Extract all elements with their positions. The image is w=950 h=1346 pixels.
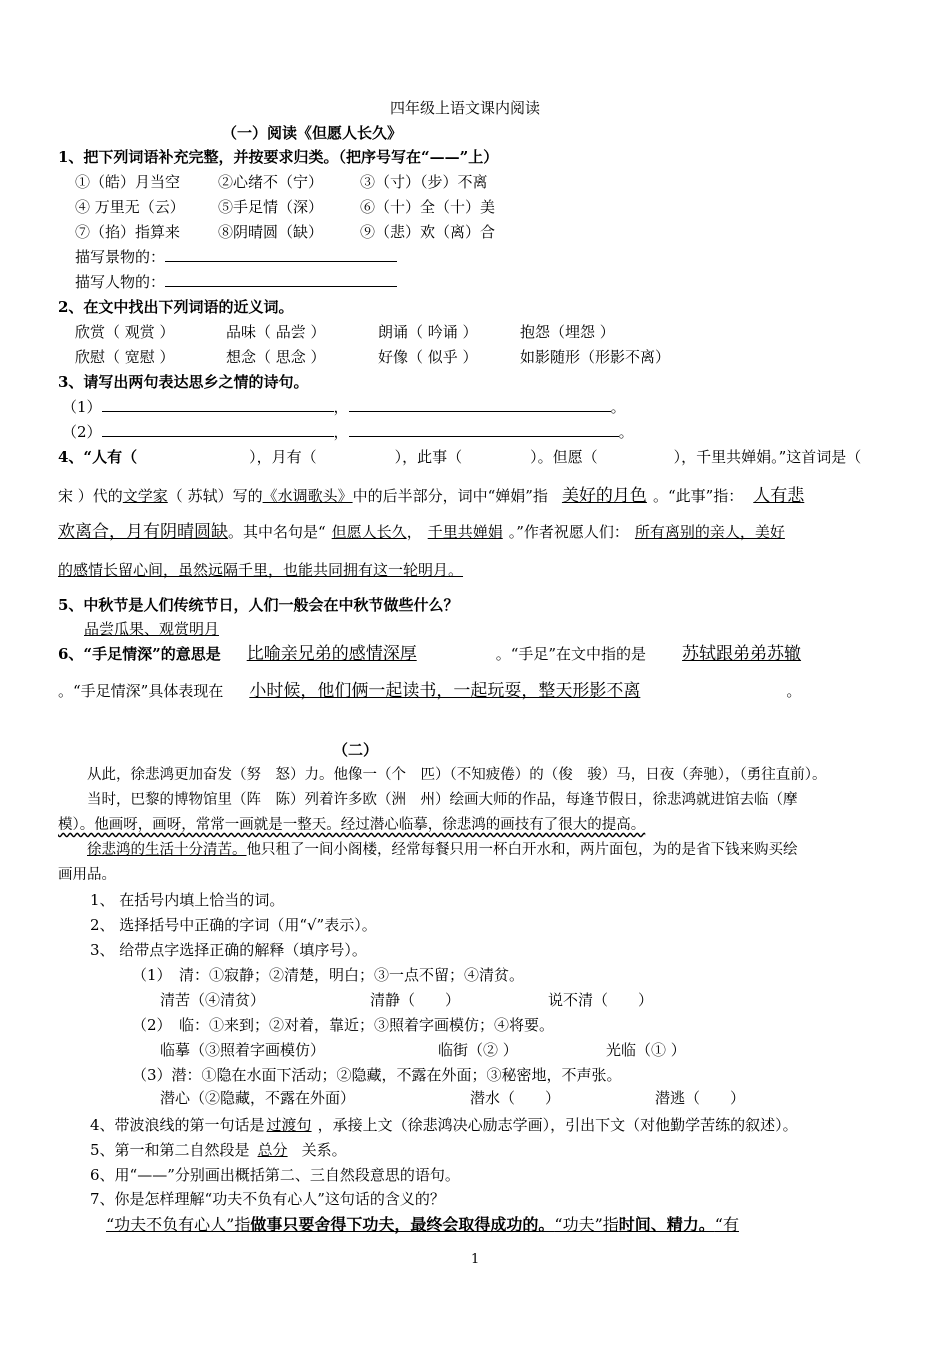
s1-q2-r2c2: 想念（ 思念 ） (226, 348, 326, 366)
s2-q3-1c: 说不清（ ） (548, 991, 654, 1009)
s1-q1-row3-c1: ⑦（掐）指算来 (75, 223, 181, 241)
s1-q1-row2-c2: ⑤手足情（深） (218, 198, 324, 216)
s2-q3: 3、 给带点字选择正确的解释（填序号）。 (90, 941, 367, 959)
s1-q3-line1: （1） ， 。 (62, 398, 626, 416)
s2-q3-1: （1） 清：①寂静；②清楚，明白；③一点不留；④清贫。 (132, 966, 525, 984)
s1-q6-line2: 。“手足情深”具体表现在 小时候，他们俩一起读书，一起玩耍，整天形影不离 。 (58, 681, 802, 701)
section-1-heading: （一）阅读《但愿人长久》 (222, 124, 403, 142)
s2-q3-2: （2） 临：①来到；②对着，靠近；③照着字画模仿；④将要。 (132, 1016, 555, 1034)
s1-q4-line1: 4、“人有（ ），月有（ ），此事（ ）。但愿（ ），千里共婵娟。”这首词是（ (58, 448, 862, 466)
s1-q1-row2-c3: ⑥（十）全（十）美 (360, 198, 496, 216)
s2-q4: 4、带波浪线的第一句话是 过渡句 ，承接上文（徐悲鸿决心励志学画），引出下文（对他勤学苦练的叙述）。 (90, 1116, 798, 1134)
poem-1b-blank[interactable] (349, 397, 611, 412)
s2-q7-answer: “功夫不负有心人”指做事只要舍得下功夫，最终会取得成功的。“功夫”指时间、精力。“有 (106, 1215, 739, 1234)
s2-para1: 从此，徐悲鸿更加奋发（努 怒）力。他像一（个 匹）（不知疲倦）的（俊 骏）马，日夜（奔驰），（勇往直前）。 (87, 767, 827, 783)
s2-q6: 6、用“——”分别画出概括第二、三自然段意思的语句。 (90, 1166, 460, 1184)
s1-q2-r2c4: 如影随形（形影不离） (520, 348, 671, 366)
s1-q2-r1c3: 朗诵（ 吟诵 ） (378, 323, 478, 341)
s1-q3-line2: （2） ， 。 (62, 423, 634, 441)
s2-q3-3a: 潜心（②隐藏，不露在外面） (160, 1089, 356, 1107)
section-2-heading: （二） (333, 741, 379, 759)
s2-q3-1b: 清静（ ） (370, 991, 461, 1009)
s1-q1-row1-c3: ③（寸）（步）不离 (360, 173, 488, 191)
s2-q3-3c: 潜逃（ ） (655, 1089, 746, 1107)
s1-q1-row2-c1: ④ 万里无（云） (75, 198, 185, 216)
s1-q4-line4: 的感情长留心间，虽然远隔千里，也能共同拥有这一轮明月。 (58, 561, 464, 579)
s2-q3-2b: 临街（② ） (438, 1041, 518, 1059)
s1-q2-r1c1: 欣赏（ 观赏 ） (75, 323, 175, 341)
page-title: 四年级上语文课内阅读 (390, 99, 541, 117)
s2-q3-2a: 临摹（③照着字画模仿） (160, 1041, 326, 1059)
s1-q1-row3-c2: ⑧阴晴圆（缺） (218, 223, 324, 241)
s1-q1-row1-c1: ①（皓）月当空 (75, 173, 181, 191)
s1-q1-row3-c3: ⑨（悲）欢（离）合 (360, 223, 496, 241)
poem-2b-blank[interactable] (349, 422, 619, 437)
s1-q5-stem: 5、中秋节是人们传统节日，人们一般会在中秋节做些什么？ (58, 596, 459, 614)
poem-1a-blank[interactable] (102, 397, 334, 412)
s2-q5: 5、第一和第二自然段是 总分 关系。 (90, 1141, 347, 1159)
s1-q5-answer: 品尝瓜果、观赏明月 (84, 620, 220, 638)
s1-q2-r1c2: 品味（ 品尝 ） (226, 323, 326, 341)
s1-q2-r2c1: 欣慰（ 宽慰 ） (75, 348, 175, 366)
s1-q1-person-label: 描写人物的： (75, 272, 397, 292)
s2-q2: 2、 选择括号中正确的字词（用“√”表示）。 (90, 916, 377, 934)
s1-q3-stem: 3、请写出两句表达思乡之情的诗句。 (58, 373, 309, 391)
s1-q1-scene-label: 描写景物的： (75, 247, 397, 267)
s2-q1: 1、 在括号内填上恰当的词。 (90, 891, 285, 909)
s1-q1-row1-c2: ②心绪不（宁） (218, 173, 324, 191)
s1-q2-r1c4: 抱怨（埋怨 ） (520, 323, 615, 341)
s2-q3-3b: 潜水（ ） (470, 1089, 561, 1107)
s2-para3a: 徐悲鸿的生活十分清苦。他只租了一间小阁楼，经常每餐只用一杯白开水和，两片面包，为的是省下钱来购买绘 (87, 842, 798, 858)
s2-para2a: 当时，巴黎的博物馆里（阵 陈）列着许多欧（洲 州）绘画大师的作品，每逢节假日，徐悲鸿就进馆去临（摩 (87, 792, 798, 808)
s2-q7: 7、你是怎样理解“功夫不负有心人”这句话的含义的？ (90, 1190, 445, 1208)
s1-q2-stem: 2、在文中找出下列词语的近义词。 (58, 298, 294, 316)
s2-para3b: 画用品。 (58, 867, 116, 883)
s2-q3-1a: 清苦（④清贫） (160, 991, 266, 1009)
s2-para2b: 模）。他画呀，画呀，常常一画就是一整天。经过潜心临摹，徐悲鸿的画技有了很大的提高。 (58, 817, 646, 833)
page-number: 1 (471, 1252, 480, 1267)
s1-q1-stem: 1、把下列词语补充完整，并按要求归类。（把序号写在“——”上） (58, 148, 499, 166)
s1-q6-line1: 6、“手足情深”的意思是 比喻亲兄弟的感情深厚 。“手足”在文中指的是 苏轼跟弟弟苏辙 (58, 644, 802, 664)
s1-q4-line3: 欢离合，月有阴晴圆缺。其中名句是“ 但愿人长久， 千里共婵娟 。”作者祝愿人们： 所有离别的亲人，美好 (58, 522, 785, 542)
scene-blank[interactable] (165, 247, 397, 262)
s1-q2-r2c3: 好像（ 似乎 ） (378, 348, 478, 366)
person-blank[interactable] (165, 272, 397, 287)
s2-q3-2c: 光临（① ） (606, 1041, 686, 1059)
s1-q4-line2: 宋 ）代的文学家（ 苏轼）写的《水调歌头》中的后半部分，词中“婵娟”指 美好的月色 。“此事”指： 人有悲 (58, 486, 805, 506)
s2-q3-3: （3）潜：①隐在水面下活动；②隐藏，不露在外面；③秘密地，不声张。 (132, 1066, 622, 1084)
poem-2a-blank[interactable] (102, 422, 334, 437)
